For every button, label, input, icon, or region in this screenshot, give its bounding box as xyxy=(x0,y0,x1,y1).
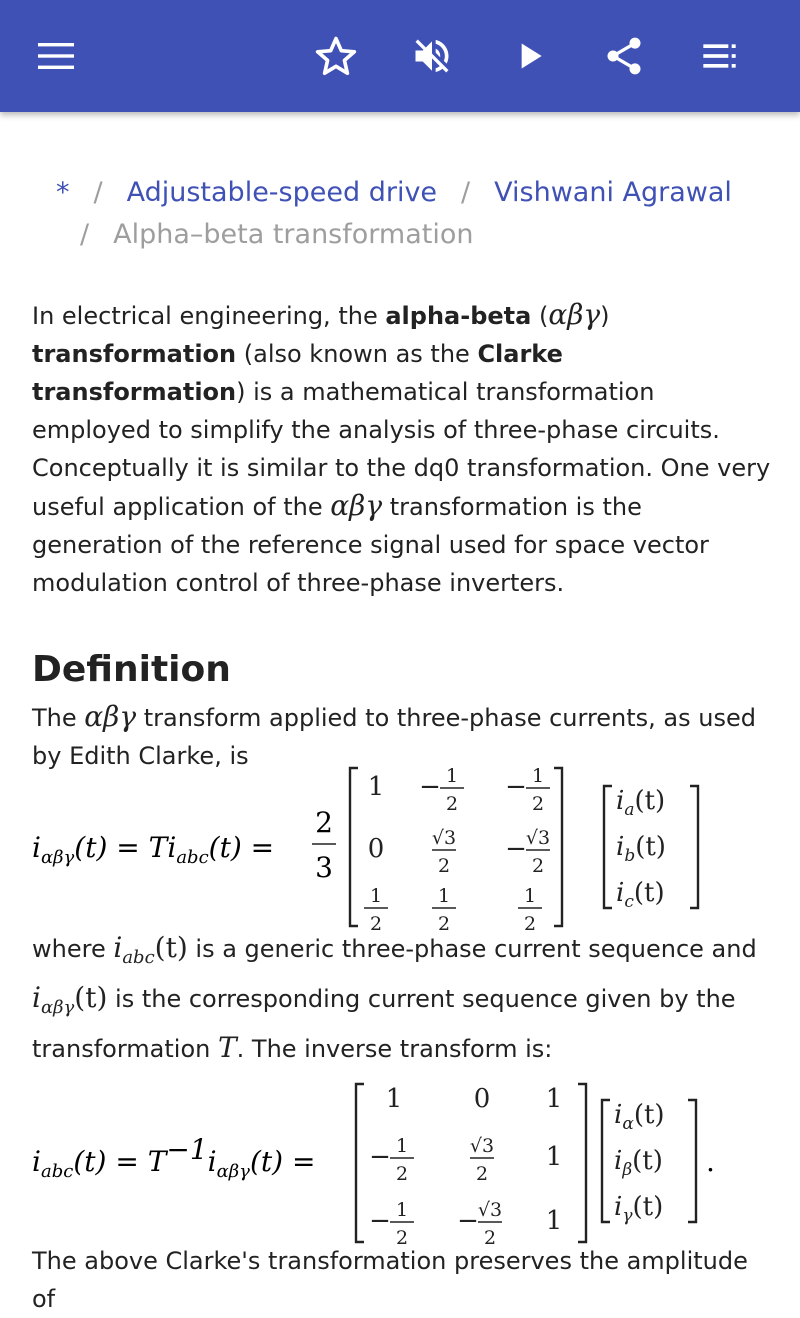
matrix-right-bracket xyxy=(578,1084,586,1242)
vector-entry: $i_a(t)$ xyxy=(616,786,666,820)
star-outline-icon xyxy=(314,34,358,78)
matrix-cell-denominator: 2 xyxy=(483,1227,497,1249)
matrix-cell-sign: − xyxy=(419,772,441,802)
matrix-cell-sign: − xyxy=(369,1142,391,1172)
eq1-coef-den: 3 xyxy=(315,851,333,884)
matrix-cell-numerator: 1 xyxy=(395,1135,409,1157)
play-button[interactable] xyxy=(500,26,560,86)
matrix-cell-denominator: 2 xyxy=(523,913,537,935)
breadcrumb-current: Alpha–beta transformation xyxy=(113,219,474,250)
share-icon xyxy=(602,34,646,78)
matrix-cell: 1 xyxy=(367,772,385,802)
matrix-cell-sign: − xyxy=(505,834,527,864)
matrix-cell: 1 xyxy=(545,1142,563,1172)
intro-paragraph: In electrical engineering, the alpha-beta (αβγ) transformation (also known as the Clarke transformation) is a mathematical transformation employed to simplify the analysis of three-phase circuits. Conceptually it is similar to the dq0 transformation. One very useful application of the αβγ transformation is the generation of the reference signal used for space vector modulation control of three-phase inverters. xyxy=(32,298,771,597)
clarke-transform-equation xyxy=(32,760,772,935)
matrix-cell-denominator: 2 xyxy=(395,1227,409,1249)
matrix-cell: 1 xyxy=(385,1084,403,1114)
matrix-cell-denominator: 2 xyxy=(531,793,545,815)
matrix-cell-numerator: 1 xyxy=(523,885,537,907)
vector-entry: $i_\beta(t)$ xyxy=(614,1146,663,1180)
eq1-lhs: $i_{\alpha\beta\gamma}(t) = Ti_{abc}(t)$ = xyxy=(32,831,275,868)
matrix-cell-numerator: 1 xyxy=(369,885,383,907)
matrix-cell: 0 xyxy=(367,834,385,864)
menu-button[interactable] xyxy=(26,26,86,86)
where-paragraph: where $i_{abc}(t)$ is a generic three-phase current sequence and $i_{\alpha\beta\gamma}(t)$ is the corresponding current sequence given by the transformation T. The inverse transform is: xyxy=(32,931,757,1064)
eq2-lhs: $i_{abc}(t) = T-1i_{\alpha\beta\gamma}(t)$ = xyxy=(32,1133,316,1182)
breadcrumb-separator: / xyxy=(80,219,90,250)
matrix-cell: 1 xyxy=(545,1206,563,1236)
matrix-cell-denominator: 2 xyxy=(369,913,383,935)
matrix-left-bracket xyxy=(350,768,358,926)
matrix-cell-numerator: √3 xyxy=(477,1199,503,1221)
eq2-matrix xyxy=(356,1084,586,1249)
hamburger-menu-icon xyxy=(36,36,76,76)
matrix-cell-numerator: 1 xyxy=(445,765,459,787)
matrix-cell-sign: − xyxy=(505,772,527,802)
inverse-clarke-equation xyxy=(32,1076,772,1248)
matrix-cell-denominator: 2 xyxy=(445,793,459,815)
definition-paragraph: The αβγ transform applied to three-phase currents, as used by Edith Clarke, is xyxy=(32,700,756,770)
matrix-right-bracket xyxy=(690,786,698,908)
matrix-cell-numerator: √3 xyxy=(525,827,551,849)
app-toolbar xyxy=(0,0,800,112)
matrix-cell-numerator: 1 xyxy=(395,1199,409,1221)
matrix-right-bracket xyxy=(688,1100,696,1222)
eq1-matrix xyxy=(350,765,562,935)
matrix-cell-denominator: 2 xyxy=(437,855,451,877)
share-button[interactable] xyxy=(594,26,654,86)
breadcrumb-separator: / xyxy=(93,177,103,208)
matrix-cell-denominator: 2 xyxy=(395,1163,409,1185)
matrix-cell: 1 xyxy=(545,1084,563,1114)
eq1-vector xyxy=(604,786,698,912)
matrix-left-bracket xyxy=(602,1100,610,1222)
section-heading-definition: Definition xyxy=(32,649,231,690)
eq1-coef-num: 2 xyxy=(315,806,333,839)
eq2-vector xyxy=(602,1100,696,1226)
matrix-right-bracket xyxy=(554,768,562,926)
breadcrumb-link-vishwani-agrawal[interactable]: Vishwani Agrawal xyxy=(494,177,732,208)
vector-entry: $i_\gamma(t)$ xyxy=(614,1192,664,1226)
play-icon xyxy=(510,36,550,76)
matrix-cell-numerator: √3 xyxy=(469,1135,495,1157)
matrix-cell-numerator: 1 xyxy=(531,765,545,787)
vector-entry: $i_c(t)$ xyxy=(616,878,665,912)
matrix-cell-sign: − xyxy=(369,1206,391,1236)
matrix-left-bracket xyxy=(356,1084,364,1242)
equation-2-svg xyxy=(32,1076,772,1248)
bookmark-button[interactable] xyxy=(306,26,366,86)
matrix-cell-denominator: 2 xyxy=(531,855,545,877)
matrix-cell-denominator: 2 xyxy=(475,1163,489,1185)
breadcrumb-separator: / xyxy=(461,177,471,208)
closing-paragraph: The above Clarke's transformation preserves the amplitude of xyxy=(32,1247,748,1313)
equation-1-svg xyxy=(32,760,772,935)
matrix-cell-numerator: √3 xyxy=(431,827,457,849)
mute-button[interactable] xyxy=(402,26,462,86)
matrix-cell-denominator: 2 xyxy=(437,913,451,935)
matrix-cell: 0 xyxy=(473,1084,491,1114)
vector-entry: $i_\alpha(t)$ xyxy=(614,1100,665,1134)
table-of-contents-button[interactable] xyxy=(690,26,750,86)
matrix-cell-sign: − xyxy=(457,1206,479,1236)
matrix-cell-numerator: 1 xyxy=(437,885,451,907)
breadcrumb-root-link[interactable]: * xyxy=(56,177,70,208)
table-of-contents-icon xyxy=(700,36,740,76)
breadcrumb-link-adjustable-speed-drive[interactable]: Adjustable-speed drive xyxy=(126,177,438,208)
volume-off-icon xyxy=(410,34,454,78)
vector-entry: $i_b(t)$ xyxy=(616,832,666,866)
breadcrumb xyxy=(32,172,772,256)
article-content xyxy=(32,172,772,775)
eq2-period: . xyxy=(706,1145,715,1178)
matrix-left-bracket xyxy=(604,786,612,908)
